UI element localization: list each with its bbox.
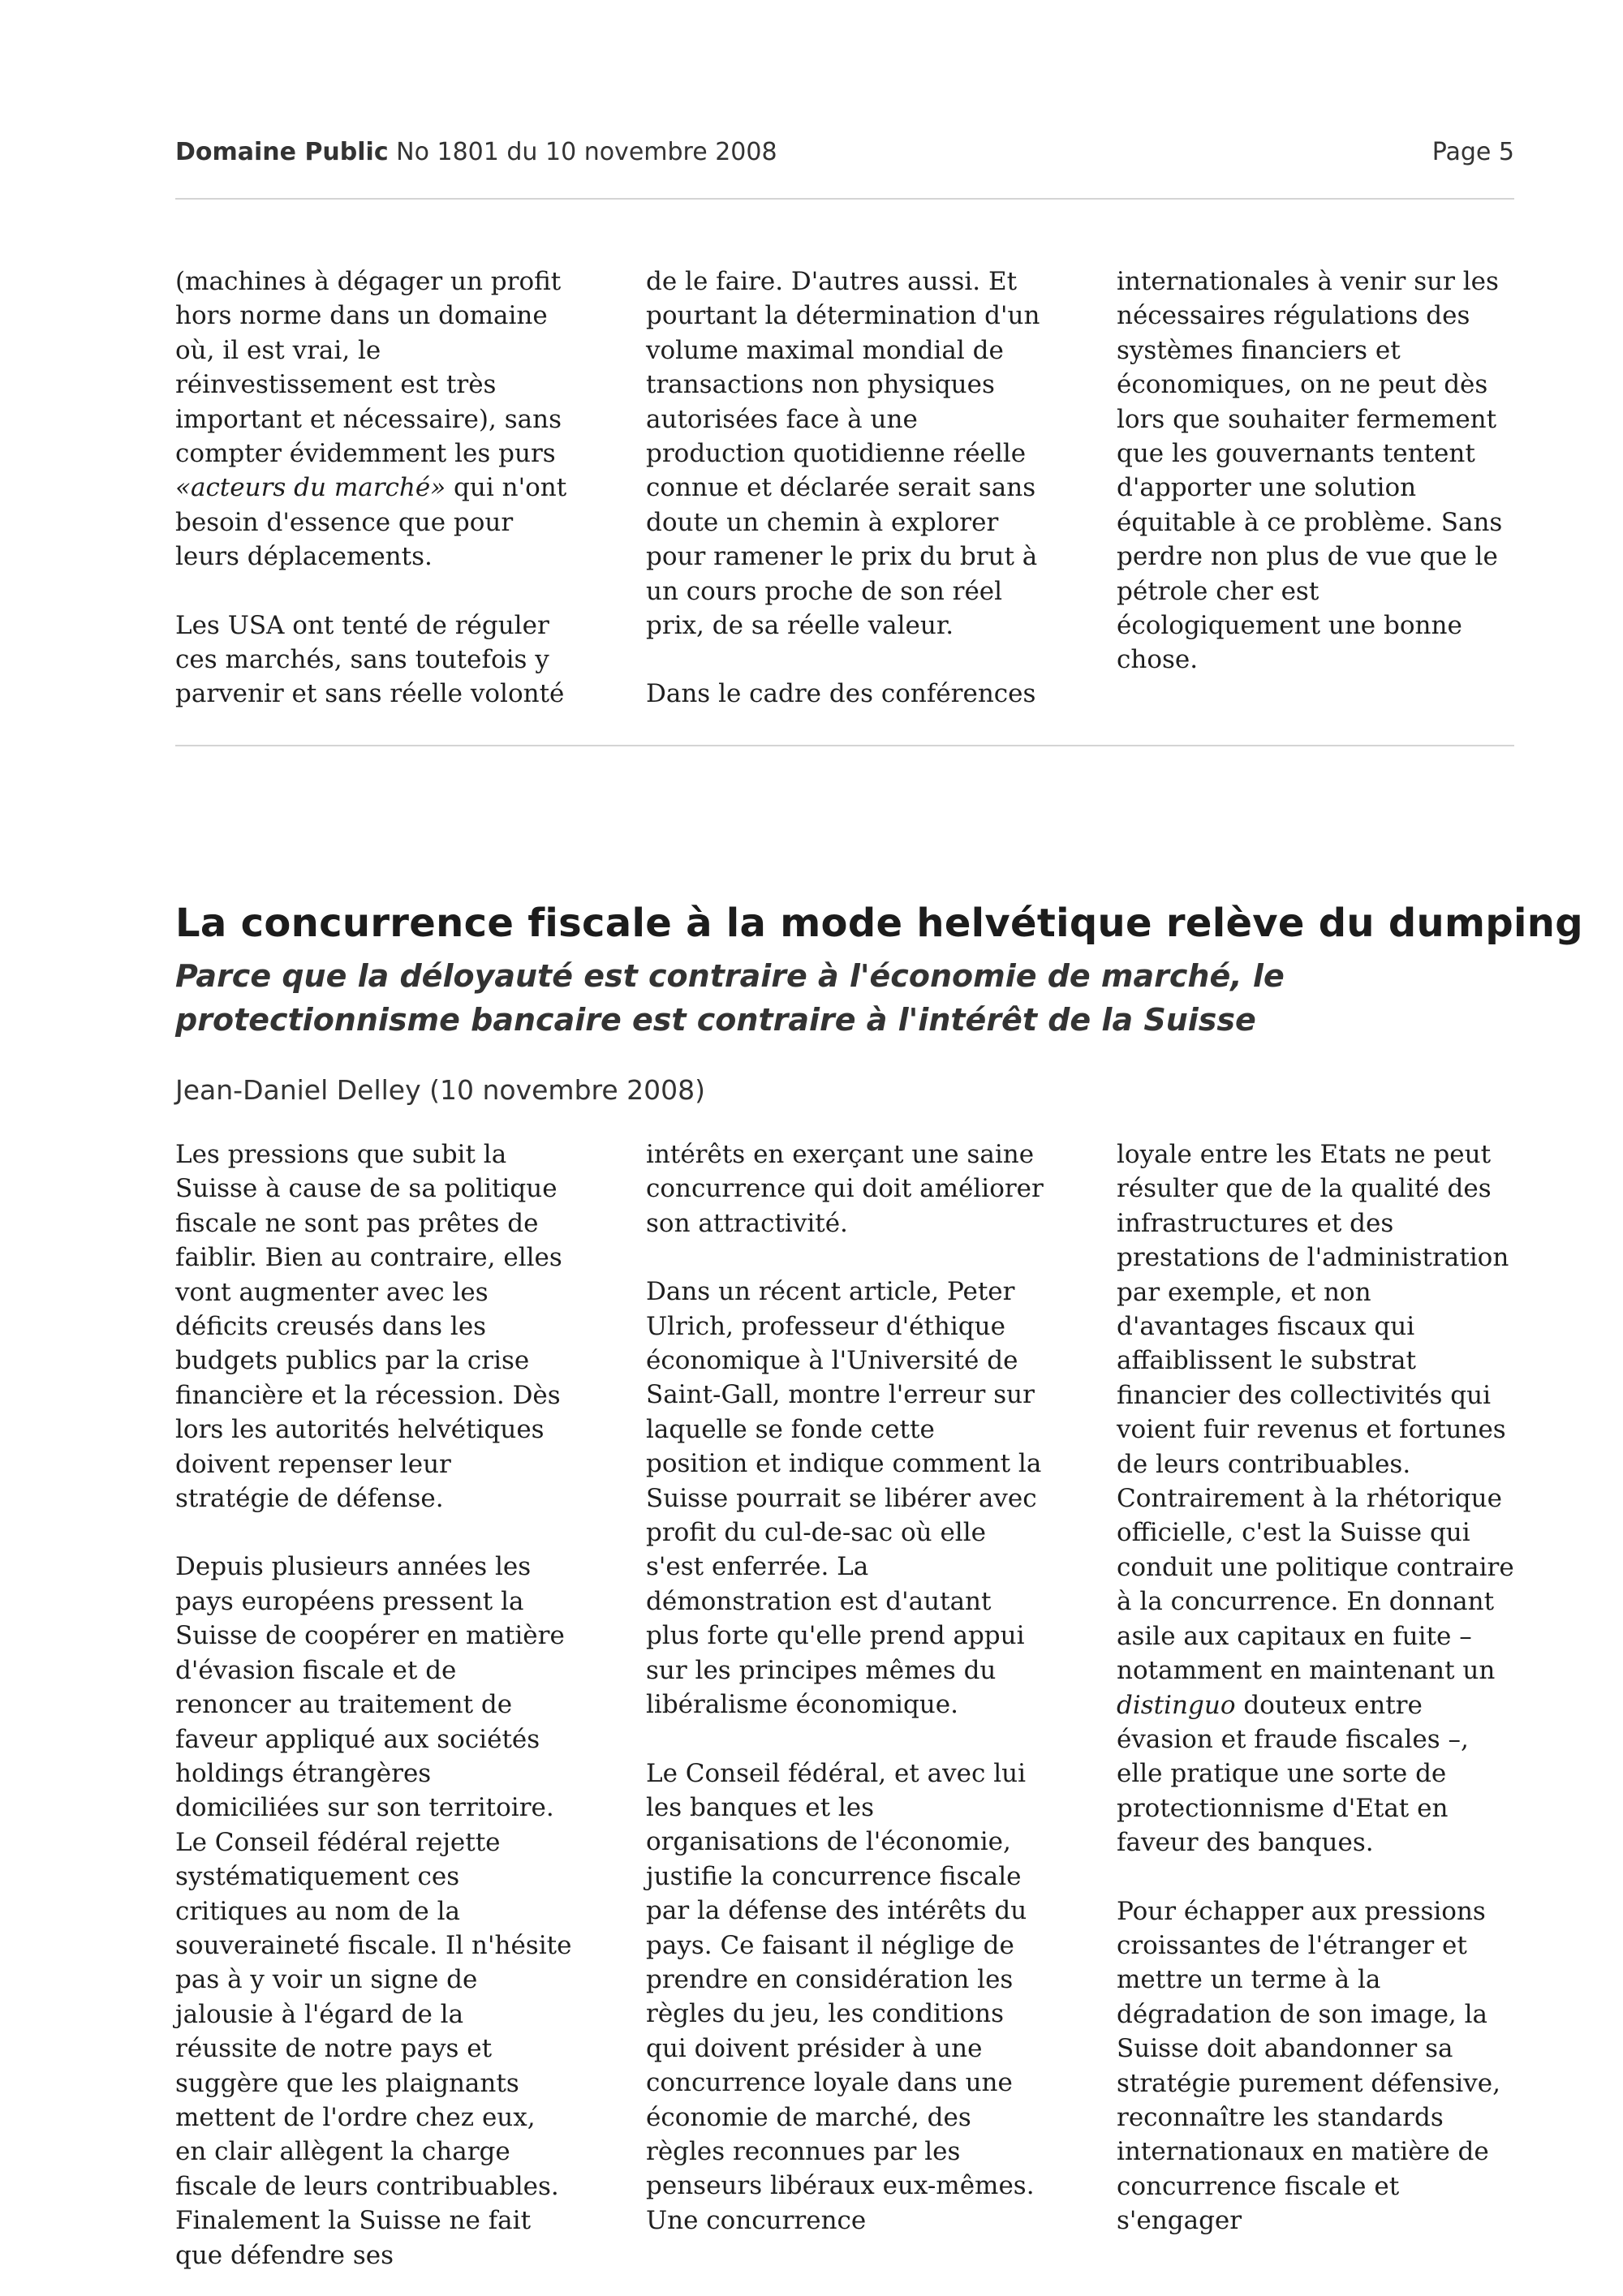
article-divider: [175, 745, 1514, 746]
text-run: (machines à dégager un profit hors norme dans un domaine où, il est vrai, le réinvestissement est très important et nécessaire), sans compter évidemment les purs: [175, 267, 562, 469]
previous-article-columns: [175, 264, 1514, 712]
article-subtitle: Parce que la déloyauté est contraire à l'économie de marché, le protectionnisme bancaire est contraire à l'intérêt de la Suisse: [175, 958, 1285, 1038]
paragraph: Depuis plusieurs années les pays européens pressent la Suisse de coopérer en matière d'évasion fiscale et de renoncer au traitement de faveur appliqué aux sociétés holdings étrangères domiciliées sur son territoire. Le Conseil fédéral rejette systématiquement ces critiques au nom de la souveraineté fiscale. Il n'hésite pas à y voir un signe de jalousie à l'égard de la réussite de notre pays et suggère que les plaignants mettent de l'ordre chez eux, en clair allègent la charge fiscale de leurs contribuables. Finalement la Suisse ne fait que défendre ses: [175, 1552, 572, 2270]
issue-line: [175, 138, 777, 166]
emphasis-text: «acteurs du marché»: [175, 473, 446, 503]
paragraph: intérêts en exerçant une saine concurrence qui doit améliorer son attractivité.: [646, 1140, 1044, 1238]
paragraph: [1117, 1137, 1514, 1860]
paragraph: Dans un récent article, Peter Ulrich, professeur d'éthique économique à l'Université de Saint-Gall, montre l'erreur sur laquelle se fonde cette position et indique comment la Suisse pourrait se libérer avec profit du cul-de-sac où elle s'est enferrée. La démonstration est d'autant plus forte qu'elle prend appui sur les principes mêmes du libéralisme économique.: [646, 1277, 1042, 1720]
paragraph: Pour échapper aux pressions croissantes de l'étranger et mettre un terme à la dégradation de son image, la Suisse doit abandonner sa stratégie purement défensive, reconnaître les standards internationaux en matière de concurrence fiscale et s'engager: [1117, 1896, 1500, 2236]
paragraph: [175, 264, 573, 574]
paragraph: Dans le cadre des conférences: [646, 679, 1036, 709]
article-column-1: [175, 1137, 573, 2272]
paragraph: de le faire. D'autres aussi. Et pourtant la détermination d'un volume maximal mondial de transactions non physiques autorisées face à une production quotidienne réelle connue et déclarée serait sans doute un chemin à explorer pour ramener le prix du brut à un cours proche de son réel prix, de sa réelle valeur.: [646, 267, 1040, 641]
article-column-3: [1117, 1137, 1514, 2272]
previous-article-column-3: [1117, 264, 1514, 712]
page-header: [175, 138, 1514, 166]
article-columns: [175, 1137, 1514, 2272]
text-run: qui n'ont besoin d'essence que pour leurs déplacements.: [175, 473, 567, 572]
paragraph: Les USA ont tenté de réguler ces marchés, sans toutefois y parvenir et sans réelle volonté: [175, 610, 565, 709]
article-byline: Jean-Daniel Delley (10 novembre 2008): [175, 1074, 706, 1106]
article-column-2: [646, 1137, 1044, 2272]
publication-name: Domaine Public: [175, 138, 389, 166]
paragraph: Le Conseil fédéral, et avec lui les banques et les organisations de l'économie, justifie la concurrence fiscale par la défense des intérêts du pays. Ce faisant il néglige de prendre en considération les règles du jeu, les conditions qui doivent présider à une concurrence loyale dans une économie de marché, des règles reconnues par les penseurs libéraux eux-mêmes. Une concurrence: [646, 1758, 1035, 2235]
paragraph: Les pressions que subit la Suisse à cause de sa politique fiscale ne sont pas prêtes de faiblir. Bien au contraire, elles vont augmenter avec les déficits creusés dans les budgets publics par la crise financière et la récession. Dès lors les autorités helvétiques doivent repenser leur stratégie de défense.: [175, 1140, 562, 1514]
text-run: douteux entre évasion et fraude fiscales –, elle pratique une sorte de protectionnisme d'Etat en faveur des banques.: [1117, 1690, 1469, 1858]
issue-number: No 1801 du 10 novembre 2008: [396, 138, 777, 166]
paragraph: internationales à venir sur les nécessaires régulations des systèmes financiers et économiques, on ne peut dès lors que souhaiter fermement que les gouvernants tentent d'apporter une solution équitable à ce problème. Sans perdre non plus de vue que le pétrole cher est écologiquement une bonne chose.: [1117, 267, 1503, 675]
article-title: La concurrence fiscale à la mode helvétique relève du dumping: [175, 901, 1583, 946]
previous-article-column-1: [175, 264, 573, 712]
text-run: loyale entre les Etats ne peut résulter que de la qualité des infrastructures et des prestations de l'administration par exemple, et non d'avantages fiscaux qui affaiblissent le substrat financier des collectivités qui voient fuir revenus et fortunes de leurs contribuables. Contrairement à la rhétorique officielle, c'est la Suisse qui conduit une politique contraire à la concurrence. En donnant asile aux capitaux en fuite – notamment en maintenant un: [1117, 1140, 1514, 1686]
header-divider: [175, 198, 1514, 200]
emphasis-text: distinguo: [1117, 1690, 1236, 1720]
page-number: Page 5: [1431, 138, 1514, 166]
previous-article-column-2: [646, 264, 1044, 712]
